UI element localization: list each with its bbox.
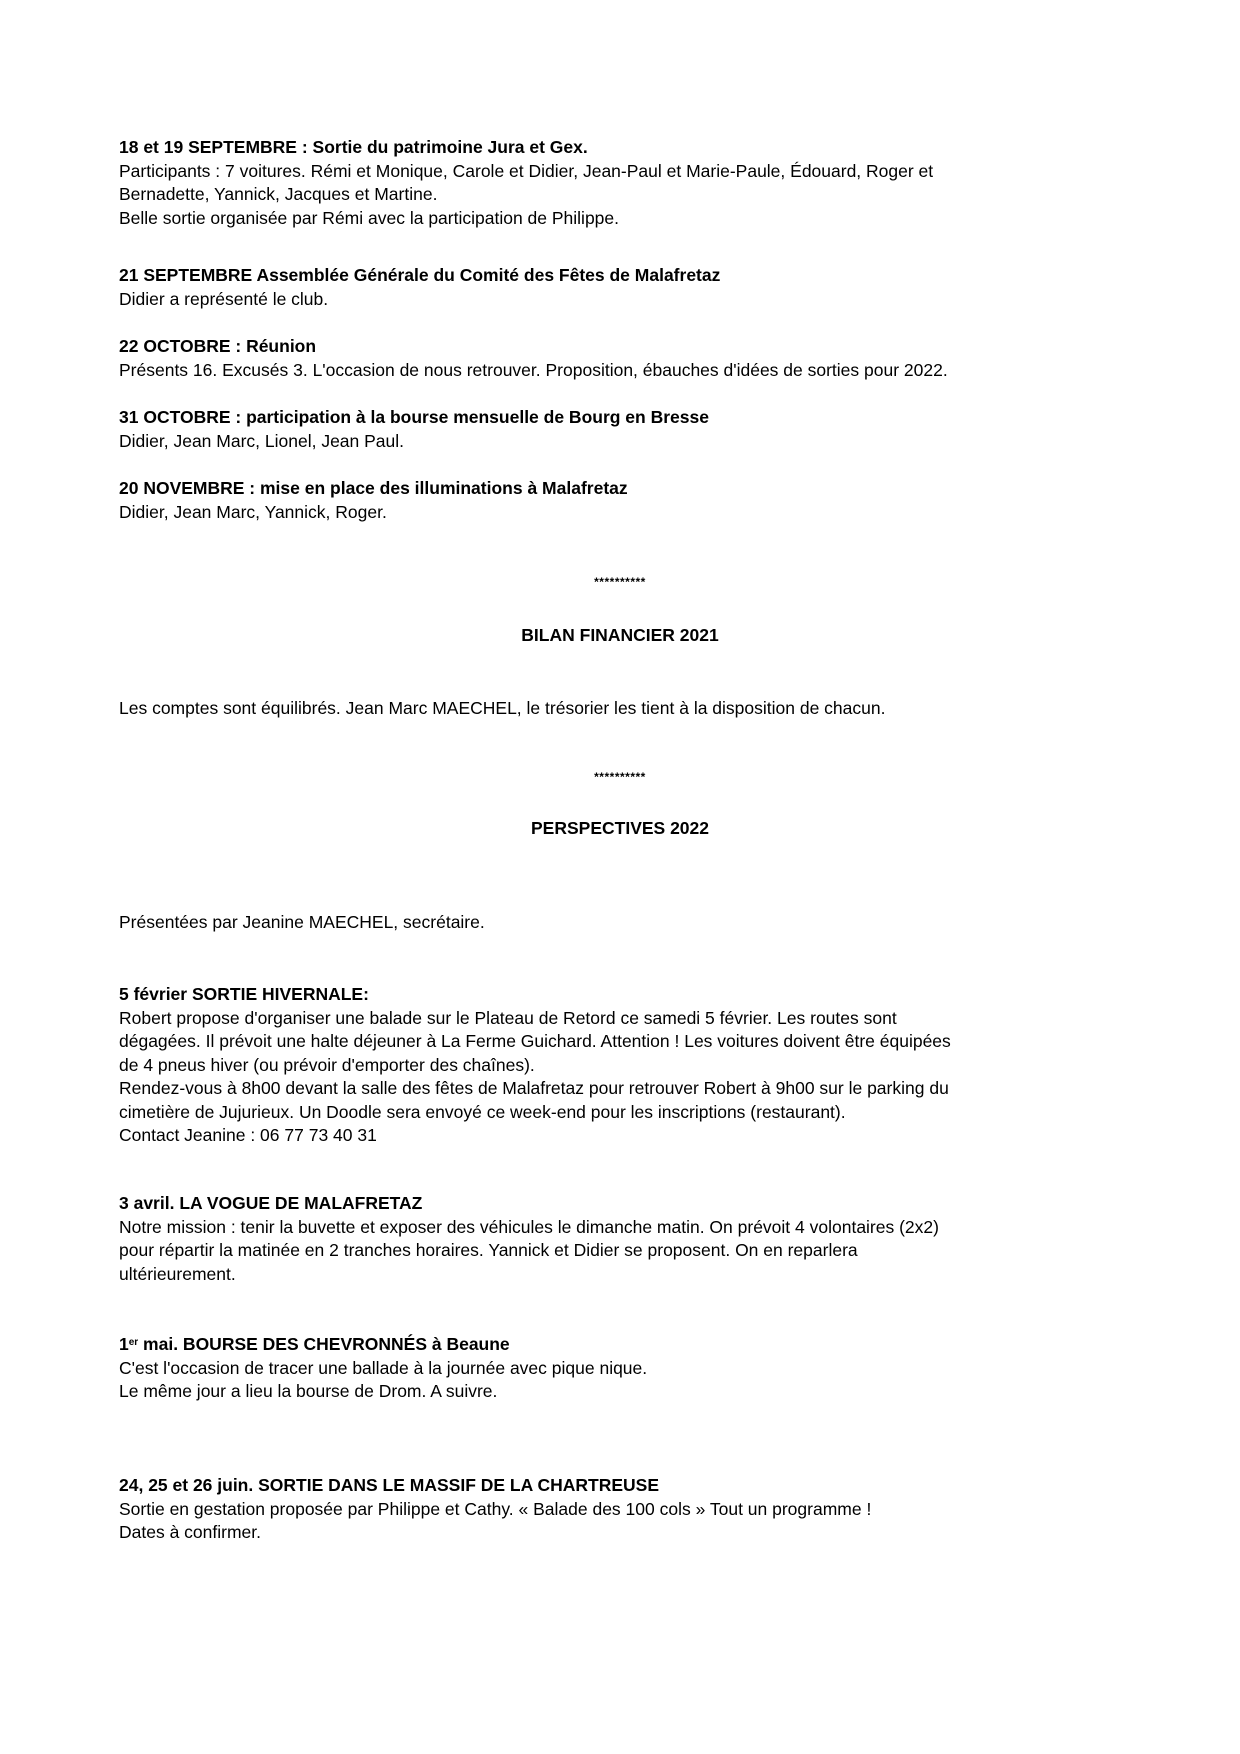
contact-line: Contact Jeanine : 06 77 73 40 31 <box>119 1125 377 1145</box>
section-heading: 22 OCTOBRE : Réunion <box>119 336 317 356</box>
bilan-title: BILAN FINANCIER 2021 <box>521 625 719 645</box>
section-line: Bernadette, Yannick, Jacques et Martine. <box>119 184 438 204</box>
section-line: Participants : 7 voitures. Rémi et Monique, Carole et Didier, Jean-Paul et Marie-Paule, Édouard, Roger et <box>119 160 934 181</box>
section-line: Notre mission : tenir la buvette et exposer des véhicules le dimanche matin. On prévoit 4 volontaires (2x2) <box>119 1216 939 1237</box>
perspectives-title: PERSPECTIVES 2022 <box>531 818 709 838</box>
bilan-text <box>119 697 1129 721</box>
section-line: C'est l'occasion de tracer une ballade à la journée avec pique nique. <box>119 1357 648 1378</box>
section-oct-reunion <box>119 335 1129 382</box>
section-heading: 5 février SORTIE HIVERNALE: <box>119 984 369 1004</box>
heading-number: 1 <box>119 1334 129 1354</box>
heading-text: mai. BOURSE DES CHEVRONNÉS à Beaune <box>138 1334 510 1354</box>
section-line: Rendez-vous à 8h00 devant la salle des fêtes de Malafretaz pour retrouver Robert à 9h00 sur le parking du <box>119 1078 949 1098</box>
section-fevrier <box>119 983 1129 1148</box>
section-nov-illuminations <box>119 477 1129 524</box>
section-heading: 18 et 19 SEPTEMBRE : Sortie du patrimoine Jura et Gex. <box>119 137 588 157</box>
separator-stars: ********** <box>594 575 646 589</box>
section-heading: 20 NOVEMBRE : mise en place des illuminations à Malafretaz <box>119 478 628 498</box>
section-line: Robert propose d'organiser une balade sur le Plateau de Retord ce samedi 5 février. Les routes sont <box>119 1007 897 1028</box>
section-sept-ag <box>119 264 1129 311</box>
separator-stars: ********** <box>594 770 646 784</box>
section-line: cimetière de Jujurieux. Un Doodle sera envoyé ce week-end pour les inscriptions (restaurant). <box>119 1101 846 1122</box>
section-line: Didier a représenté le club. <box>119 288 329 309</box>
section-line: dégagées. Il prévoit une halte déjeuner à La Ferme Guichard. Attention ! Les voitures doivent être équipées <box>119 1031 951 1051</box>
bilan-line: Les comptes sont équilibrés. Jean Marc MAECHEL, le trésorier les tient à la disposition de chacun. <box>119 698 886 718</box>
section-line: Didier, Jean Marc, Yannick, Roger. <box>119 501 387 522</box>
perspectives-intro-line: Présentées par Jeanine MAECHEL, secrétaire. <box>119 912 485 932</box>
section-heading: 21 SEPTEMBRE Assemblée Générale du Comité des Fêtes de Malafretaz <box>119 265 721 285</box>
perspectives-intro <box>119 911 1129 935</box>
section-line: de 4 pneus hiver (ou prévoir d'emporter des chaînes). <box>119 1054 535 1075</box>
section-line: Didier, Jean Marc, Lionel, Jean Paul. <box>119 430 405 451</box>
section-line: Présents 16. Excusés 3. L'occasion de nous retrouver. Proposition, ébauches d'idées de sorties pour 2022. <box>119 359 948 380</box>
section-oct-bourse <box>119 406 1129 453</box>
section-heading: 24, 25 et 26 juin. SORTIE DANS LE MASSIF DE LA CHARTREUSE <box>119 1475 659 1495</box>
section-heading: 31 OCTOBRE : participation à la bourse mensuelle de Bourg en Bresse <box>119 407 709 427</box>
section-mai <box>119 1333 1129 1404</box>
heading-ordinal: er <box>128 1337 139 1348</box>
section-line: Belle sortie organisée par Rémi avec la participation de Philippe. <box>119 207 619 228</box>
section-heading: 3 avril. LA VOGUE DE MALAFRETAZ <box>119 1193 423 1213</box>
section-line: Sortie en gestation proposée par Philippe et Cathy. « Balade des 100 cols » Tout un programme ! <box>119 1498 872 1519</box>
section-line: ultérieurement. <box>119 1263 236 1284</box>
section-line: Le même jour a lieu la bourse de Drom. A suivre. <box>119 1381 498 1401</box>
section-sept-patrimoine <box>119 136 1129 230</box>
section-avril <box>119 1192 1129 1286</box>
section-line: pour répartir la matinée en 2 tranches horaires. Yannick et Didier se proposent. On en reparlera <box>119 1240 858 1260</box>
section-line: Dates à confirmer. <box>119 1522 261 1542</box>
section-juin <box>119 1474 1129 1545</box>
section-heading <box>119 1333 1129 1357</box>
